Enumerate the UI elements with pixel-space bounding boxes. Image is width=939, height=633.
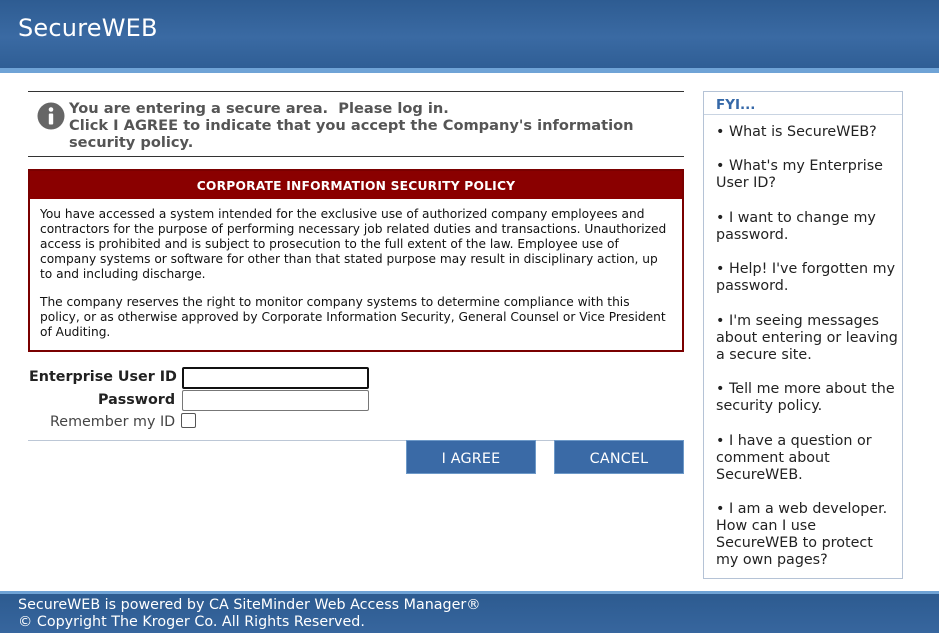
security-policy-box [28, 169, 684, 352]
header-accent-stripe [0, 68, 939, 73]
fyi-link-secure-site-messages[interactable]: • I'm seeing messages about entering or leaving a secure site. [716, 313, 898, 363]
fyi-link-web-developer[interactable]: • I am a web developer. How can I use SecureWEB to protect my own pages? [716, 501, 888, 568]
policy-title: CORPORATE INFORMATION SECURITY POLICY [30, 171, 682, 199]
info-icon [37, 102, 65, 130]
fyi-link-security-policy[interactable]: • Tell me more about the security policy. [716, 381, 895, 414]
footer-copyright: © Copyright The Kroger Co. All Rights Reserved. [18, 614, 365, 630]
remember-id-label: Remember my ID [50, 414, 176, 430]
footer-bar [0, 591, 939, 633]
user-id-label: Enterprise User ID [29, 369, 177, 385]
header-bar [0, 0, 939, 68]
fyi-link-change-password[interactable]: • I want to change my password. [716, 210, 876, 243]
fyi-divider [704, 114, 902, 115]
fyi-link-question-comment[interactable]: • I have a question or comment about SecureWEB. [716, 433, 872, 483]
fyi-title: FYI... [716, 97, 756, 113]
notice-text [69, 100, 679, 151]
app-title: SecureWEB [18, 14, 158, 42]
notice-line-2: Click I AGREE to indicate that you accept the Company's information security policy. [69, 117, 634, 151]
footer-accent-stripe [0, 591, 939, 594]
cancel-button[interactable]: CANCEL [554, 440, 684, 474]
fyi-link-what-is-secureweb[interactable]: • What is SecureWEB? [716, 124, 877, 140]
agree-button[interactable]: I AGREE [406, 440, 536, 474]
fyi-link-enterprise-user-id[interactable]: • What's my Enterprise User ID? [716, 158, 883, 191]
policy-paragraph-2: The company reserves the right to monitor company systems to determine compliance with this policy, or as otherwise approved by Corporate Information Security, General Counsel or Vice President of Auditing. [40, 295, 666, 339]
notice-line-1: You are entering a secure area. Please log in. [69, 100, 449, 117]
user-id-input[interactable] [182, 367, 369, 389]
footer-powered-by: SecureWEB is powered by CA SiteMinder Web Access Manager® [18, 597, 481, 613]
password-label: Password [98, 392, 176, 408]
password-input[interactable] [182, 390, 369, 411]
policy-paragraph-1: You have accessed a system intended for the exclusive use of authorized company employees and contractors for the purpose of performing necessary job related duties and transactions. Unauthorized access is prohibited and is subject to prosecution to the full extent of the law. Employee use of company systems or software for other than that stated purpose may result in disciplinary action, up to and including discharge. [40, 207, 667, 281]
fyi-link-forgotten-password[interactable]: • Help! I've forgotten my password. [716, 261, 896, 294]
fyi-panel [703, 91, 903, 579]
secure-area-notice [28, 91, 684, 157]
remember-id-checkbox[interactable] [181, 413, 196, 428]
